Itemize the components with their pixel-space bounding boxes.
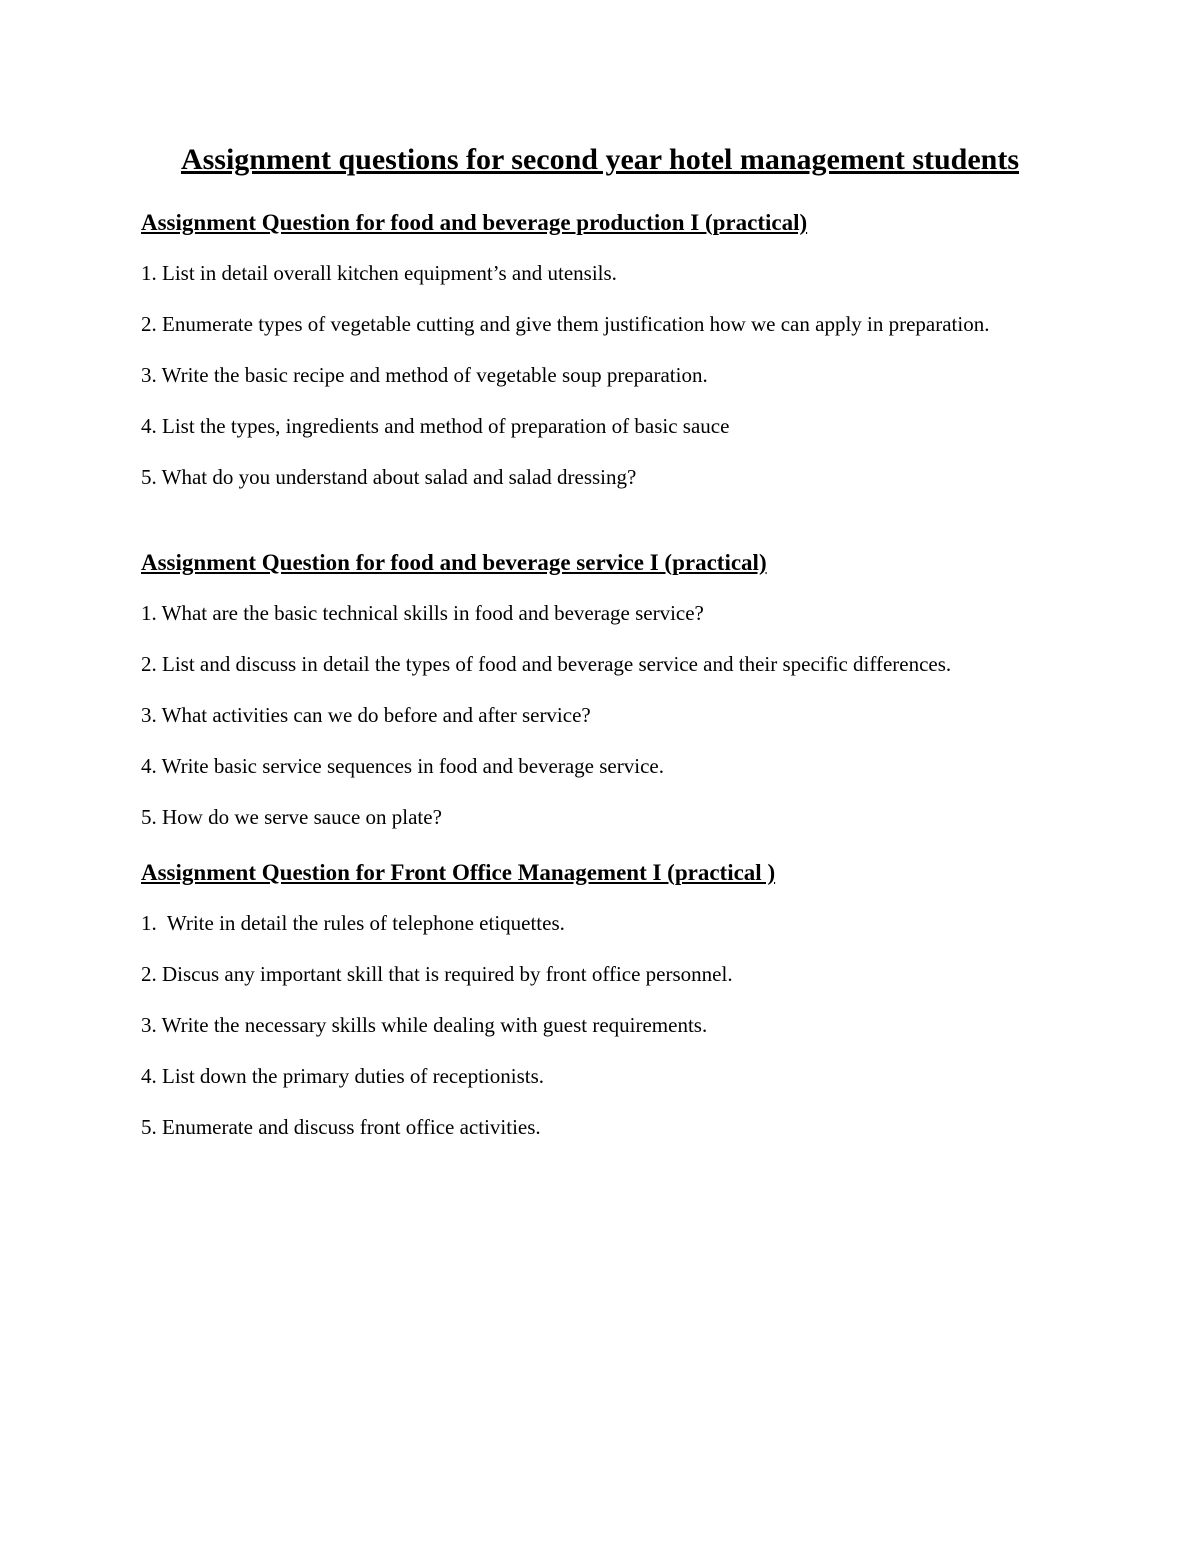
question-item [141, 1010, 1061, 1040]
question-text: Write in detail the rules of telephone etiquettes. [162, 911, 565, 935]
question-item [141, 411, 1061, 441]
section-front-office-management [141, 858, 1061, 1142]
question-number: 5. [141, 1115, 157, 1139]
question-item [141, 959, 1061, 989]
question-item [141, 360, 1061, 390]
question-text: Write basic service sequences in food and beverage service. [161, 754, 664, 778]
question-number: 1. [141, 601, 157, 625]
question-number: 2. [141, 652, 157, 676]
section-food-beverage-service [141, 548, 1061, 832]
question-item [141, 751, 1061, 781]
question-number: 3. [141, 703, 157, 727]
question-text: What do you understand about salad and salad dressing? [161, 465, 637, 489]
question-text: Enumerate types of vegetable cutting and give them justification how we can apply in preparation. [162, 312, 990, 336]
question-text: What are the basic technical skills in food and beverage service? [161, 601, 704, 625]
document-title: Assignment questions for second year hotel management students [180, 143, 1020, 176]
question-text: Write the necessary skills while dealing with guest requirements. [161, 1013, 708, 1037]
section-heading: Assignment Question for Front Office Management I (practical ) [141, 860, 776, 885]
question-text: Write the basic recipe and method of vegetable soup preparation. [161, 363, 708, 387]
question-number: 4. [141, 754, 157, 778]
section-heading: Assignment Question for food and beverage production I (practical) [141, 210, 808, 235]
question-text: Discus any important skill that is required by front office personnel. [162, 962, 733, 986]
question-item [141, 258, 1061, 288]
question-text: What activities can we do before and after service? [161, 703, 591, 727]
question-number: 4. [141, 414, 157, 438]
question-number: 2. [141, 962, 157, 986]
question-text: Enumerate and discuss front office activities. [162, 1115, 541, 1139]
question-item [141, 1061, 1061, 1091]
question-item [141, 598, 1061, 628]
question-number: 5. [141, 805, 157, 829]
question-text: List and discuss in detail the types of food and beverage service and their specific differences. [162, 652, 952, 676]
question-text: List down the primary duties of receptionists. [162, 1064, 545, 1088]
question-item [141, 1112, 1061, 1142]
question-number: 3. [141, 363, 157, 387]
question-item [141, 908, 1061, 938]
question-number: 2. [141, 312, 157, 336]
question-number: 3. [141, 1013, 157, 1037]
section-food-beverage-production [141, 208, 1061, 492]
question-number: 5. [141, 465, 157, 489]
section-heading: Assignment Question for food and beverage service I (practical) [141, 550, 767, 575]
question-number: 1. [141, 911, 157, 935]
question-number: 4. [141, 1064, 157, 1088]
question-text: List the types, ingredients and method of preparation of basic sauce [162, 414, 730, 438]
question-list [141, 598, 1061, 832]
question-item [141, 309, 1061, 339]
question-item [141, 802, 1061, 832]
question-item [141, 649, 1061, 679]
question-list [141, 908, 1061, 1142]
question-text: How do we serve sauce on plate? [162, 805, 442, 829]
question-item [141, 462, 1061, 492]
question-item [141, 700, 1061, 730]
question-number: 1. [141, 261, 157, 285]
question-list [141, 258, 1061, 492]
question-text: List in detail overall kitchen equipment’s and utensils. [162, 261, 617, 285]
